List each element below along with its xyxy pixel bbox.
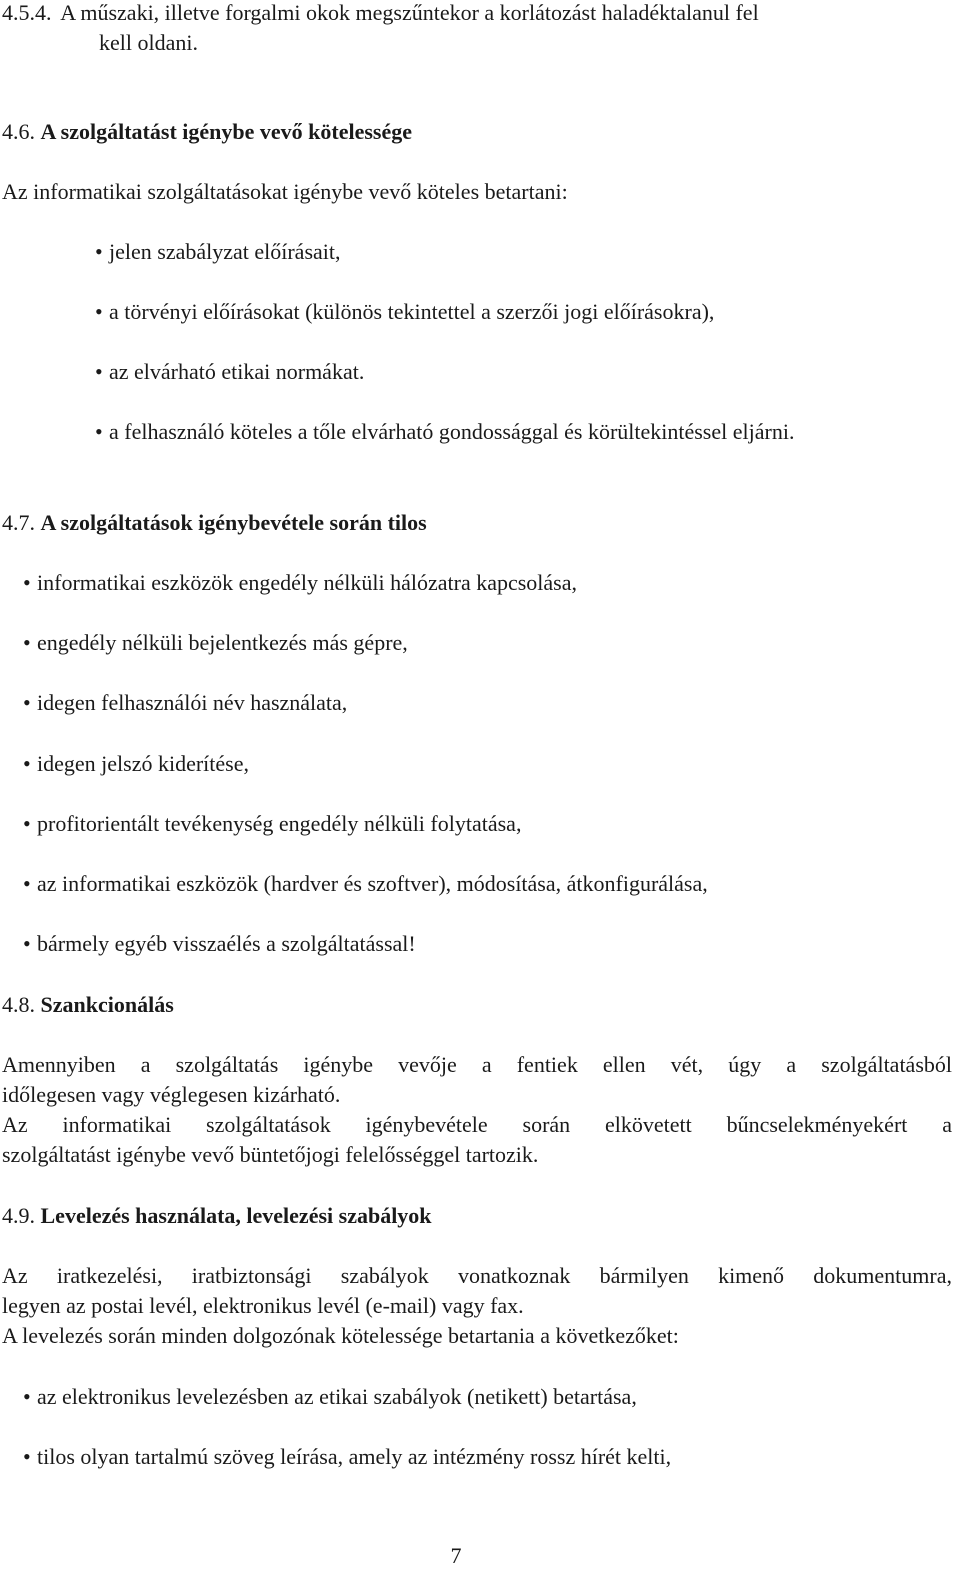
bullet-icon: • (23, 630, 31, 655)
section-4-8-p1-line2: időlegesen vagy véglegesen kizárható. (2, 1082, 341, 1107)
list-item: • engedély nélküli bejelentkezés más gépre, (23, 628, 408, 658)
section-4-9-number: 4.9. (2, 1203, 35, 1228)
section-4-5-4-line1: 4.5.4. A műszaki, illetve forgalmi okok megszűntekor a korlátozást haladéktalanul fel (2, 0, 759, 25)
section-4-9-title: Levelezés használata, levelezési szabályok (40, 1203, 432, 1228)
section-4-6-heading (2, 117, 412, 147)
bullet-icon: • (95, 299, 103, 324)
list-item: • bármely egyéb visszaélés a szolgáltatással! (23, 929, 416, 959)
list-item: • jelen szabályzat előírásait, (95, 237, 341, 267)
section-4-9-heading (2, 1201, 432, 1231)
section-4-6-intro: Az informatikai szolgáltatásokat igénybe vevő köteles betartani: (2, 179, 568, 204)
list-item: • a felhasználó köteles a tőle elvárható gondossággal és körültekintéssel eljárni. (95, 417, 794, 447)
bullet-icon: • (95, 359, 103, 384)
section-4-7-title: A szolgáltatások igénybevétele során tilos (40, 510, 427, 535)
bullet-icon: • (23, 1384, 31, 1409)
bullet-icon: • (23, 931, 31, 956)
bullet-icon: • (23, 690, 31, 715)
list-item: • a törvényi előírásokat (különös tekintettel a szerzői jogi előírásokra), (95, 297, 714, 327)
list-item: • idegen felhasználói név használata, (23, 688, 347, 718)
section-4-8-title: Szankcionálás (40, 992, 174, 1017)
list-item: • tilos olyan tartalmú szöveg leírása, amely az intézmény rossz hírét kelti, (23, 1442, 671, 1472)
bullet-icon: • (23, 811, 31, 836)
bullet-icon: • (95, 239, 103, 264)
bullet-icon: • (23, 871, 31, 896)
section-4-9-p1-line2: legyen az postai levél, elektronikus levél (e-mail) vagy fax. (2, 1293, 524, 1318)
page-number: 7 (450, 1543, 462, 1568)
section-4-9-p1-line1: Az iratkezelési, iratbiztonsági szabályok vonatkoznak bármilyen kimenő dokumentumra, (2, 1263, 952, 1288)
section-4-6-title: A szolgáltatást igénybe vevő kötelessége (40, 119, 412, 144)
list-item: • informatikai eszközök engedély nélküli hálózatra kapcsolása, (23, 568, 577, 598)
section-4-6-number: 4.6. (2, 119, 35, 144)
section-4-8-p2-line2: szolgáltatást igénybe vevő büntetőjogi felelősséggel tartozik. (2, 1142, 539, 1167)
list-item: • az informatikai eszközök (hardver és szoftver), módosítása, átkonfigurálása, (23, 869, 708, 899)
bullet-icon: • (23, 570, 31, 595)
section-4-8-number: 4.8. (2, 992, 35, 1017)
list-item: • az elvárható etikai normákat. (95, 357, 364, 387)
section-4-9-p2: A levelezés során minden dolgozónak kötelessége betartania a következőket: (2, 1323, 679, 1348)
section-4-7-number: 4.7. (2, 510, 35, 535)
list-item: • az elektronikus levelezésben az etikai szabályok (netikett) betartása, (23, 1382, 637, 1412)
list-item: • idegen jelszó kiderítése, (23, 749, 249, 779)
bullet-icon: • (95, 419, 103, 444)
list-item: • profitorientált tevékenység engedély nélküli folytatása, (23, 809, 521, 839)
bullet-icon: • (23, 1444, 31, 1469)
section-4-8-p1-line1: Amennyiben a szolgáltatás igénybe vevője a fentiek ellen vét, úgy a szolgáltatásból (2, 1052, 952, 1077)
bullet-icon: • (23, 751, 31, 776)
section-4-7-heading (2, 508, 427, 538)
section-4-8-p2-line1: Az informatikai szolgáltatások igénybevétele során elkövetett bűncselekményekért a (2, 1112, 952, 1137)
section-4-8-heading (2, 990, 174, 1020)
section-4-5-4-line2: kell oldani. (99, 30, 198, 55)
